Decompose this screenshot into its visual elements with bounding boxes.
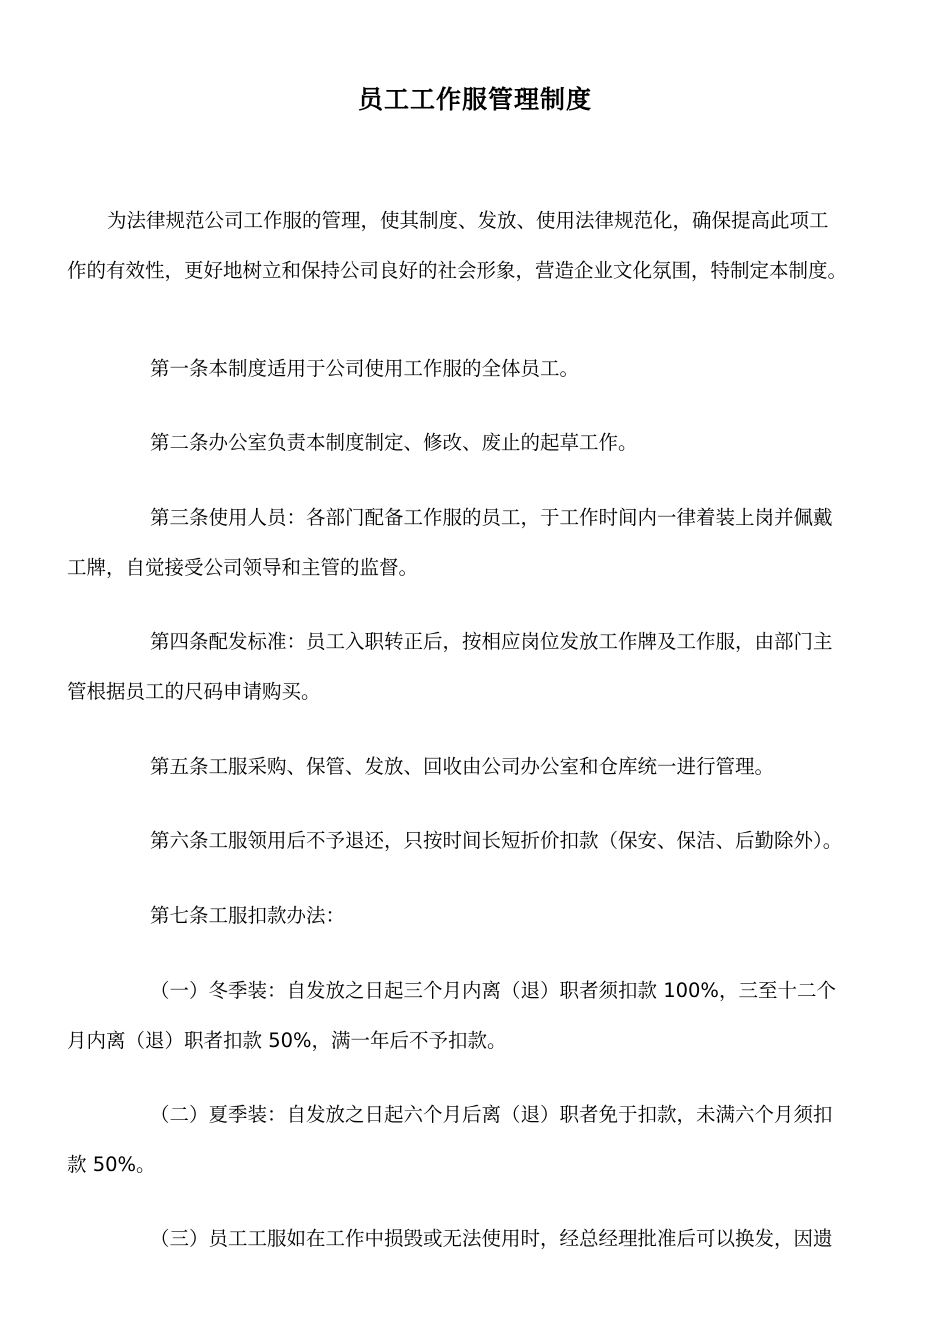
clause-1-line-1: （一）冬季装：自发放之日起三个月内离（退）职者须扣款 100%，三至十二个 [150,979,836,1002]
clause-2-line-1: （二）夏季装：自发放之日起六个月后离（退）职者免于扣款，未满六个月须扣 [150,1103,833,1126]
article-5 [67,742,897,792]
article-4-line-1: 第四条配发标准：员工入职转正后，按相应岗位发放工作牌及工作服，由部门主 [150,630,833,653]
article-1-line-1: 第一条本制度适用于公司使用工作服的全体员工。 [150,357,580,380]
clause-1-line-2: 月内离（退）职者扣款 50%，满一年后不予扣款。 [67,1029,507,1052]
intro-paragraph [67,196,897,296]
article-2-line-1: 第二条办公室负责本制度制定、修改、废止的起草工作。 [150,431,638,454]
document-title: 员工工作服管理制度 [357,85,592,114]
article-3-line-2: 工牌，自觉接受公司领导和主管的监督。 [67,556,419,579]
article-3 [67,493,897,593]
clause-3-line-1: （三）员工工服如在工作中损毁或无法使用时，经总经理批准后可以换发，因遗 [150,1227,833,1250]
article-7 [67,891,897,941]
article-7-line-1: 第七条工服扣款办法： [150,904,346,927]
article-6-line-1: 第六条工服领用后不予退还，只按时间长短折价扣款（保安、保洁、后勤除外）。 [150,829,843,852]
article-4-line-2: 管根据员工的尺码申请购买。 [67,680,321,703]
intro-line-2: 作的有效性，更好地树立和保持公司良好的社会形象，营造企业文化氛围，特制定本制度。 [67,259,848,282]
clause-2 [67,1090,897,1190]
article-3-line-1: 第三条使用人员：各部门配备工作服的员工，于工作时间内一律着装上岗并佩戴 [150,506,833,529]
article-6 [67,816,897,866]
article-5-line-1: 第五条工服采购、保管、发放、回收由公司办公室和仓库统一进行管理。 [150,755,775,778]
clause-3 [67,1214,897,1264]
article-4 [67,617,897,717]
clause-2-line-2: 款 50%。 [67,1153,156,1176]
article-2 [67,418,897,468]
clause-1 [67,966,897,1066]
article-1 [67,344,897,394]
intro-line-1: 为法律规范公司工作服的管理，使其制度、发放、使用法律规范化，确保提高此项工 [107,209,829,232]
